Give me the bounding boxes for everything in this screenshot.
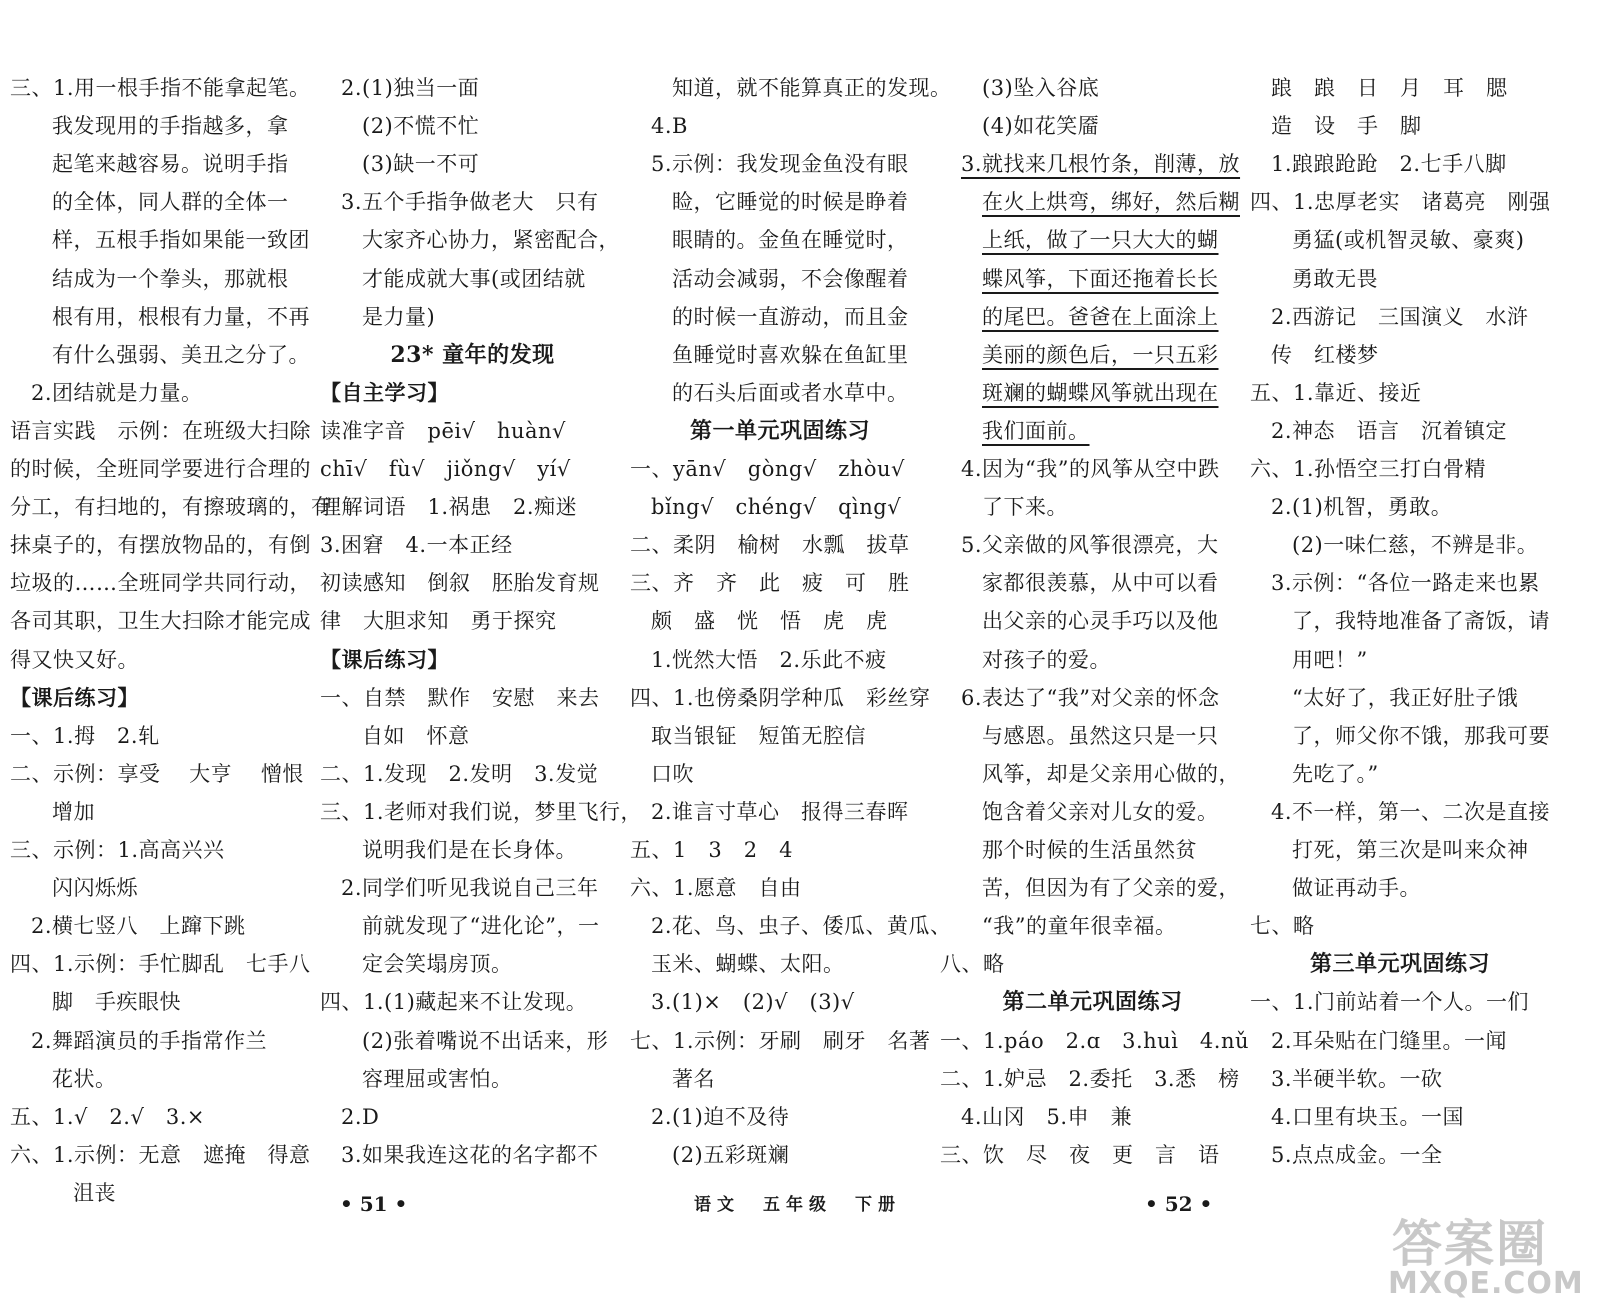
answer-line: 3.五个手指争做老大 只有 — [341, 190, 599, 215]
answer-line: 语言实践 示例：在班级大扫除 — [10, 418, 311, 443]
answer-line: 的时候一直游动，而且金 — [672, 304, 909, 329]
answer-line: 3.示例：“各位一路走来也累 — [1271, 571, 1540, 596]
answer-line: 是力量) — [362, 304, 436, 329]
answer-line: 结成为一个拳头，那就根 — [52, 266, 289, 291]
answer-line: 三、齐 齐 此 疲 可 胜 — [630, 571, 910, 596]
answer-line: 2.(1)独当一面 — [341, 76, 480, 100]
answer-line: 得又快又好。 — [10, 647, 139, 672]
answer-line: 鱼睡觉时喜欢躲在鱼缸里 — [672, 342, 909, 367]
answer-line: 增加 — [52, 799, 95, 824]
answer-line: 上纸，做了一只大大的蝴 — [982, 228, 1219, 253]
answer-line: 闪闪烁烁 — [52, 876, 138, 901]
answer-line: 前就发现了“进化论”，一 — [362, 914, 600, 939]
answer-line: 2.(1)机智，勇敢。 — [1271, 495, 1453, 520]
answer-line: 口吹 — [651, 761, 694, 786]
answer-line: 2.(1)迫不及待 — [651, 1104, 790, 1129]
answer-line: 【课后练习】 — [320, 646, 449, 672]
answer-line: 大家齐心协力，紧密配合， — [362, 228, 620, 253]
answer-line: (2)五彩斑斓 — [672, 1142, 790, 1167]
answer-line: 1.踉踉跄跄 2.七手八脚 — [1271, 152, 1507, 177]
answer-line: 五、1.靠近、接近 — [1250, 380, 1422, 405]
answer-line: 造 设 手 脚 — [1271, 114, 1422, 139]
answer-line: 在火上烘弯，绑好，然后糊 — [982, 190, 1240, 215]
answer-line: 的全体，同人群的全体一 — [52, 190, 289, 215]
answer-line: 1.恍然大悟 2.乐此不疲 — [651, 647, 887, 672]
answer-line: 我发现用的手指越多，拿 — [52, 114, 289, 139]
answer-line: 3.(1)× (2)√ (3)√ — [651, 990, 855, 1015]
answer-line: 二、示例：享受 大亨 憎恨 — [10, 761, 304, 786]
answer-line: 四、1.忠厚老实 诸葛亮 刚强 — [1250, 190, 1551, 215]
answer-line: 七、1.示例：牙刷 刷牙 名著 — [630, 1028, 931, 1053]
answer-line: 出父亲的心灵手巧以及他 — [982, 609, 1219, 634]
answer-line: 律 大胆求知 勇于探究 — [320, 609, 557, 634]
answer-line: 三、示例：1.高高兴兴 — [10, 838, 225, 862]
answer-line: 五、1.√ 2.√ 3.× — [10, 1104, 205, 1129]
answer-line: chī√ fù√ jiǒng√ yí√ — [320, 457, 571, 481]
answer-line: 2.横七竖八 上蹿下跳 — [31, 914, 246, 939]
watermark-url: MXQE.COM — [1388, 1266, 1584, 1301]
answer-line: 三、1.用一根手指不能拿起笔。 — [10, 76, 311, 100]
answer-line: 做证再动手。 — [1292, 876, 1421, 901]
answer-line: 才能成就大事(或团结就 — [362, 266, 586, 291]
answer-line: 用吧！” — [1292, 647, 1368, 672]
answer-line: 【自主学习】 — [320, 379, 449, 405]
answer-line: 眼睛的。金鱼在睡觉时， — [672, 228, 909, 253]
answer-line: 家都很羡慕，从中可以看 — [982, 571, 1219, 596]
answer-line: 2.谁言寸草心 报得三春晖 — [651, 799, 909, 824]
answer-line: (2)不慌不忙 — [362, 114, 480, 139]
answer-line: 读准字音 pēi√ huàn√ — [320, 418, 566, 443]
answer-line: 勇猛(或机智灵敏、豪爽) — [1292, 228, 1525, 253]
answer-line: 苦，但因为有了父亲的爱， — [982, 876, 1240, 901]
answer-line: 【课后练习】 — [10, 684, 139, 710]
answer-line: 了，师父你不饿，那我可要 — [1292, 723, 1550, 748]
answer-line: 初读感知 倒叙 胚胎发育规 — [320, 571, 600, 596]
answer-line: 勇敢无畏 — [1292, 266, 1378, 291]
answer-line: 五、1 3 2 4 — [630, 838, 793, 862]
answer-line: 2.团结就是力量。 — [31, 380, 203, 405]
answer-line: 一、1.门前站着一个人。一们 — [1250, 990, 1530, 1015]
answer-line: 4.不一样，第一、二次是直接 — [1271, 799, 1551, 824]
answer-line: 二、1.发现 2.发明 3.发觉 — [320, 761, 599, 786]
answer-line: 2.耳朵贴在门缝里。一闻 — [1271, 1028, 1508, 1053]
answer-line: 5.示例：我发现金鱼没有眼 — [651, 152, 909, 177]
answer-line: 沮丧 — [73, 1180, 116, 1205]
answer-line: 2.西游记 三国演义 水浒 — [1271, 304, 1529, 329]
answer-line: (4)如花笑靥 — [982, 114, 1100, 139]
answer-line: 玉米、蝴蝶、太阳。 — [651, 952, 845, 977]
answer-line: 3.困窘 4.一本正经 — [320, 533, 513, 558]
answer-line: 花状。 — [52, 1066, 117, 1091]
answer-line: 斑斓的蝴蝶风筝就出现在 — [982, 380, 1219, 405]
answer-line: 4.因为“我”的风筝从空中跌 — [961, 457, 1220, 481]
section-heading: 第二单元巩固练习 — [1002, 989, 1183, 1016]
answer-line: 说明我们是在长身体。 — [362, 838, 577, 862]
answer-line: 各司其职，卫生大扫除才能完成 — [10, 609, 311, 634]
answer-line: 三、饮 尽 夜 更 言 语 — [940, 1142, 1220, 1167]
answer-line: 六、1.孙悟空三打白骨精 — [1250, 457, 1487, 481]
answer-line: 理解词语 1.祸患 2.痴迷 — [320, 495, 578, 520]
answer-line: 那个时候的生活虽然贫 — [982, 838, 1197, 862]
page-number-left: • 51 • — [340, 1192, 408, 1216]
answer-line: 活动会减弱，不会像醒着 — [672, 266, 909, 291]
answer-line: 四、1.示例：手忙脚乱 七手八 — [10, 952, 311, 977]
answer-line: 七、略 — [1250, 914, 1315, 939]
answer-line: 二、柔阴 榆树 水瓢 拔草 — [630, 533, 910, 558]
answer-line: 一、1.拇 2.轧 — [10, 723, 160, 748]
answer-line: 2.舞蹈演员的手指常作兰 — [31, 1028, 268, 1053]
answer-line: “太好了，我正好肚子饿 — [1292, 685, 1519, 710]
section-heading: 第三单元巩固练习 — [1309, 951, 1490, 978]
answer-line: 一、yān√ gòng√ zhòu√ — [630, 457, 905, 481]
answer-line: 根有用，根根有力量，不再 — [52, 304, 310, 329]
answer-line: 起笔来越容易。说明手指 — [52, 152, 289, 177]
section-heading: 23* 童年的发现 — [390, 341, 555, 368]
answer-line: 颇 盛 恍 悟 虎 虎 — [651, 609, 888, 634]
watermark-logo: 答案圈 — [1392, 1215, 1548, 1273]
answer-line: (2)张着嘴说不出话来，形 — [362, 1028, 609, 1053]
answer-line: 传 红楼梦 — [1271, 342, 1379, 367]
answer-line: 著名 — [672, 1066, 715, 1091]
answer-line: 有什么强弱、美丑之分了。 — [52, 342, 310, 367]
answer-line: (3)缺一不可 — [362, 152, 480, 177]
answer-line: 取当银钲 短笛无腔信 — [651, 723, 866, 748]
answer-line: 了下来。 — [982, 495, 1068, 520]
answer-line: 四、1.也傍桑阴学种瓜 彩丝穿 — [630, 685, 931, 710]
answer-line: 4.山冈 5.申 兼 — [961, 1104, 1133, 1129]
answer-line: (3)坠入谷底 — [982, 76, 1100, 100]
answer-line: 踉 踉 日 月 耳 腮 — [1271, 76, 1508, 100]
answer-line: 二、1.妒忌 2.委托 3.悉 榜 — [940, 1066, 1240, 1091]
answer-line: 6.表达了“我”对父亲的怀念 — [961, 685, 1220, 710]
answer-line: 睑，它睡觉的时候是睁着 — [672, 190, 909, 215]
answer-line: “我”的童年很幸福。 — [982, 914, 1177, 939]
page-number-right: • 52 • — [1145, 1192, 1213, 1216]
answer-line: 对孩子的爱。 — [982, 647, 1111, 672]
answer-line: 美丽的颜色后，一只五彩 — [982, 342, 1219, 367]
answer-line: 先吃了。” — [1292, 761, 1379, 786]
answer-line: 四、1.(1)藏起来不让发现。 — [320, 990, 588, 1015]
answer-line: 分工，有扫地的，有擦玻璃的，有 — [10, 495, 333, 520]
answer-line: 风筝，却是父亲用心做的， — [982, 761, 1240, 786]
answer-line: 2.花、鸟、虫子、倭瓜、黄瓜、 — [651, 914, 952, 939]
answer-line: 2.同学们听见我说自己三年 — [341, 876, 599, 901]
answer-line: 2.神态 语言 沉着镇定 — [1271, 418, 1508, 443]
answer-line: 垃圾的……全班同学共同行动， — [10, 571, 311, 596]
answer-line: 了，我特地准备了斋饭，请 — [1292, 609, 1550, 634]
answer-line: 蝶风筝，下面还拖着长长 — [982, 266, 1219, 291]
answer-line: 样，五根手指如果能一致团 — [52, 228, 310, 253]
answer-line: 定会笑塌房顶。 — [362, 952, 513, 977]
answer-line: 3.就找来几根竹条，削薄，放 — [961, 152, 1241, 177]
book-footer: 语文 五年级 下册 — [694, 1195, 901, 1215]
answer-line: 三、1.老师对我们说，梦里飞行， — [320, 799, 643, 824]
answer-line: 4.口里有块玉。一国 — [1271, 1104, 1465, 1129]
answer-line: 抹桌子的，有摆放物品的，有倒 — [10, 533, 311, 558]
answer-line: 打死，第三次是叫来众神 — [1292, 838, 1529, 862]
answer-line: 六、1.示例：无意 遮掩 得意 — [10, 1142, 311, 1167]
answer-line: 5.父亲做的风筝很漂亮，大 — [961, 533, 1219, 558]
answer-line: 知道，就不能算真正的发现。 — [672, 76, 952, 100]
answer-line: 2.D — [341, 1104, 380, 1129]
answer-line: bǐng√ chéng√ qìng√ — [651, 495, 902, 520]
answer-line: 5.点点成金。一全 — [1271, 1142, 1443, 1167]
answer-line: 八、略 — [940, 952, 1005, 977]
answer-line: 的尾巴。爸爸在上面涂上 — [982, 304, 1219, 329]
answer-line: 容理屈或害怕。 — [362, 1066, 513, 1091]
answer-line: (2)一味仁慈，不辨是非。 — [1292, 533, 1539, 558]
answer-line: 自如 怀意 — [362, 723, 470, 748]
answer-line: 的时候，全班同学要进行合理的 — [10, 457, 311, 481]
answer-line: 六、1.愿意 自由 — [630, 876, 802, 901]
section-heading: 第一单元巩固练习 — [689, 417, 870, 444]
answer-line: 一、1.páo 2.ɑ 3.huì 4.nǔ — [940, 1028, 1250, 1053]
answer-line: 与感恩。虽然这只是一只 — [982, 723, 1219, 748]
answer-line: 3.如果我连这花的名字都不 — [341, 1142, 599, 1167]
answer-line: 3.半硬半软。一砍 — [1271, 1066, 1443, 1091]
watermark — [1380, 1200, 1590, 1305]
answer-line: 饱含着父亲对儿女的爱。 — [982, 799, 1219, 824]
answer-line: 脚 手疾眼快 — [52, 990, 181, 1015]
answer-line: 的石头后面或者水草中。 — [672, 380, 909, 405]
answer-line: 一、自禁 默作 安慰 来去 — [320, 685, 600, 710]
answer-line: 4.B — [651, 114, 688, 139]
answer-line: 我们面前。 — [982, 418, 1090, 443]
